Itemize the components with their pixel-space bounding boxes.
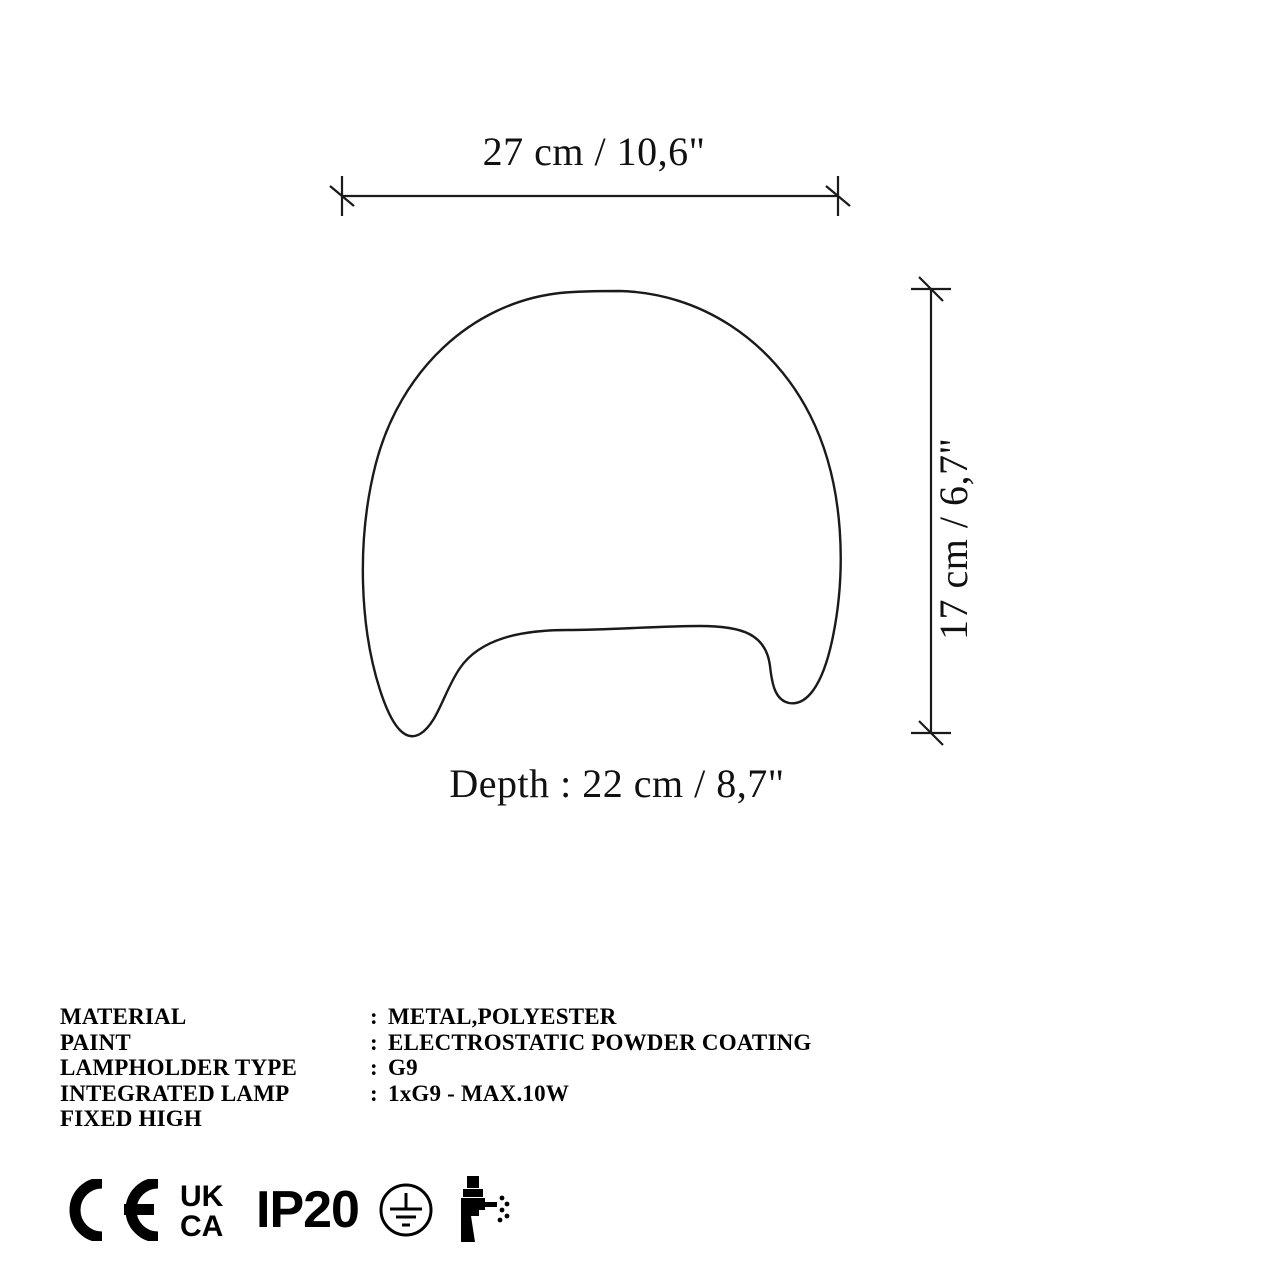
spec-separator: : <box>370 1055 378 1080</box>
spec-separator: : <box>370 1080 378 1106</box>
spec-key: PAINT <box>60 1029 131 1055</box>
ce-mark-icon <box>58 1178 166 1242</box>
spec-value: METAL,POLYESTER <box>388 1004 617 1029</box>
ukca-bottom-text: CA <box>180 1210 224 1241</box>
specification-table <box>60 1004 812 1132</box>
width-dimension-line <box>330 176 850 216</box>
spec-value: G9 <box>388 1055 418 1080</box>
spec-value: 1xG9 - MAX.10W <box>388 1080 570 1106</box>
certification-row <box>58 1178 511 1242</box>
table-row <box>60 1106 812 1132</box>
ukca-top-text: UK <box>180 1180 224 1213</box>
spec-value: ELECTROSTATIC POWDER COATING <box>388 1029 812 1055</box>
spec-value <box>388 1106 812 1132</box>
table-row <box>60 1055 812 1081</box>
spec-key: FIXED HIGH <box>60 1106 202 1131</box>
height-dimension-label: 17 cm / 6,7" <box>931 437 976 640</box>
ip-rating-label: IP20 <box>256 1181 359 1239</box>
spec-key: MATERIAL <box>60 1004 187 1029</box>
table-row <box>60 1030 812 1056</box>
ukca-mark-icon <box>180 1178 252 1242</box>
spec-key: INTEGRATED LAMP <box>60 1080 290 1106</box>
width-dimension-label: 27 cm / 10,6" <box>482 129 706 174</box>
spec-separator <box>370 1106 388 1132</box>
spec-separator: : <box>370 1029 378 1055</box>
wall-lamp-silhouette <box>363 291 841 736</box>
spray-gun-icon <box>449 1178 511 1242</box>
spec-separator: : <box>370 1004 378 1029</box>
depth-dimension-label: Depth : 22 cm / 8,7" <box>449 761 785 806</box>
table-row <box>60 1004 812 1030</box>
protective-earth-icon <box>377 1178 435 1242</box>
table-row <box>60 1081 812 1107</box>
spec-key: LAMPHOLDER TYPE <box>60 1055 298 1080</box>
